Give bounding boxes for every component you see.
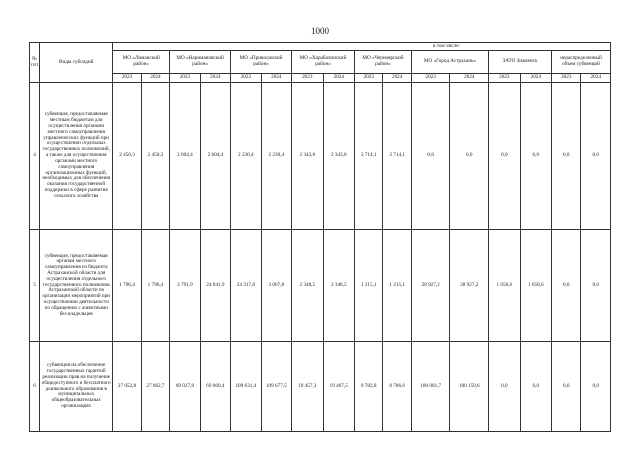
value-cell: 0,0	[581, 230, 611, 342]
year-2024: 2024	[200, 74, 230, 83]
value-cell: 2 348,5	[292, 230, 323, 342]
value-cell: 2 343,8	[292, 83, 323, 230]
header-row-number: № п/п	[30, 43, 40, 83]
header-zato-znamensk: ЗАТО Знаменск	[489, 51, 552, 74]
value-cell: 2 230,4	[231, 83, 261, 230]
year-2024: 2024	[383, 74, 411, 83]
value-cell: 0,0	[581, 342, 611, 432]
header-in-that-number: в том числе:	[113, 43, 611, 51]
header-chernoyarsky: МО «Черноярский район»	[355, 51, 412, 74]
value-cell: 0,0	[520, 342, 551, 432]
year-2023: 2023	[292, 74, 323, 83]
value-cell: 2 230,4	[261, 83, 291, 230]
header-unallocated: нераспределенный объем субвенций	[552, 51, 611, 74]
value-cell: 180 159,6	[450, 342, 489, 432]
value-cell: 2 714,1	[383, 83, 411, 230]
value-cell: 0,0	[450, 83, 489, 230]
subsidies-table	[29, 42, 611, 432]
value-cell: 19 457,3	[292, 342, 323, 432]
value-cell: 1 796,4	[113, 230, 141, 342]
subsidy-description: субвенция, предоставляемая местным бюджетам для осуществления органами местного самоуправления управленческих функций при осуществлении отдельных государственных полномочий, а также для осуществления органами местного самоуправления организационных функций, необходимых для обеспечения оказания государственной поддержки в сфере развития сельского хозяйства	[40, 83, 113, 230]
table-row	[30, 230, 611, 342]
value-cell: 1 215,1	[355, 230, 383, 342]
value-cell: 3 067,8	[261, 230, 291, 342]
year-2023: 2023	[411, 74, 450, 83]
value-cell: 1 796,4	[141, 230, 169, 342]
year-2024: 2024	[261, 74, 291, 83]
value-cell: 0,0	[489, 342, 520, 432]
value-cell: 69 027,8	[170, 342, 200, 432]
header-privolzhsky: МО «Приволжский район»	[231, 51, 292, 74]
value-cell: 28 927,2	[450, 230, 489, 342]
value-cell: 0,0	[552, 342, 581, 432]
year-2024: 2024	[141, 74, 169, 83]
value-cell: 28 927,2	[411, 230, 450, 342]
year-2024: 2024	[520, 74, 551, 83]
year-2023: 2023	[489, 74, 520, 83]
value-cell: 69 060,4	[200, 342, 230, 432]
header-kharabalinsky: МО «Харабалинский район»	[292, 51, 355, 74]
value-cell: 1 215,1	[383, 230, 411, 342]
value-cell: 0,0	[489, 83, 520, 230]
row-number: 4	[30, 83, 40, 230]
header-subsidy-type: Виды субсидий	[40, 43, 113, 83]
value-cell: 2 348,5	[323, 230, 354, 342]
value-cell: 8 782,8	[355, 342, 383, 432]
row-number: 6	[30, 342, 40, 432]
value-cell: 19 467,5	[323, 342, 354, 432]
value-cell: 0,0	[520, 83, 551, 230]
value-cell: 0,0	[581, 83, 611, 230]
year-2023: 2023	[113, 74, 141, 83]
value-cell: 0,0	[552, 83, 581, 230]
value-cell: 0,0	[552, 230, 581, 342]
value-cell: 24 041,9	[200, 230, 230, 342]
header-limansky: МО «Лиманский район»	[113, 51, 170, 74]
row-number: 5	[30, 230, 40, 342]
value-cell: 27 062,7	[141, 342, 169, 432]
value-cell: 180 081,7	[411, 342, 450, 432]
header-narimanovsky: МО «Наримановский район»	[170, 51, 231, 74]
value-cell: 2 604,4	[170, 83, 200, 230]
year-2023: 2023	[552, 74, 581, 83]
year-2024: 2024	[581, 74, 611, 83]
value-cell: 109 677,5	[261, 342, 291, 432]
subsidy-description: субвенция, предоставляемая органам местного самоуправления из бюджета Астраханской области для осуществления отдельного государственного полномочия Астраханской области по организации мероприятий при осуществлении деятельности по обращению с животными без владельцев	[40, 230, 113, 342]
value-cell: 1 658,6	[489, 230, 520, 342]
subsidy-description: субвенция на обеспечение государственных гарантий реализации прав на получение общедоступного и бесплатного дошкольного образования в муниципальных общеобразовательных организациях	[40, 342, 113, 432]
value-cell: 24 317,8	[231, 230, 261, 342]
value-cell: 2 450,3	[141, 83, 169, 230]
year-2023: 2023	[231, 74, 261, 83]
value-cell: 0,0	[411, 83, 450, 230]
year-2023: 2023	[355, 74, 383, 83]
value-cell: 2 714,1	[355, 83, 383, 230]
year-2024: 2024	[450, 74, 489, 83]
value-cell: 27 052,8	[113, 342, 141, 432]
table-row	[30, 83, 611, 230]
value-cell: 2 791,9	[170, 230, 200, 342]
value-cell: 1 658,6	[520, 230, 551, 342]
header-astrakhan-city: МО «Город Астрахань»	[411, 51, 488, 74]
value-cell: 8 786,6	[383, 342, 411, 432]
value-cell: 2 343,8	[323, 83, 354, 230]
table-row	[30, 342, 611, 432]
value-cell: 2 604,4	[200, 83, 230, 230]
value-cell: 109 631,4	[231, 342, 261, 432]
year-2024: 2024	[323, 74, 354, 83]
page-number: 1000	[311, 26, 329, 36]
value-cell: 2 450,3	[113, 83, 141, 230]
year-2023: 2023	[170, 74, 200, 83]
